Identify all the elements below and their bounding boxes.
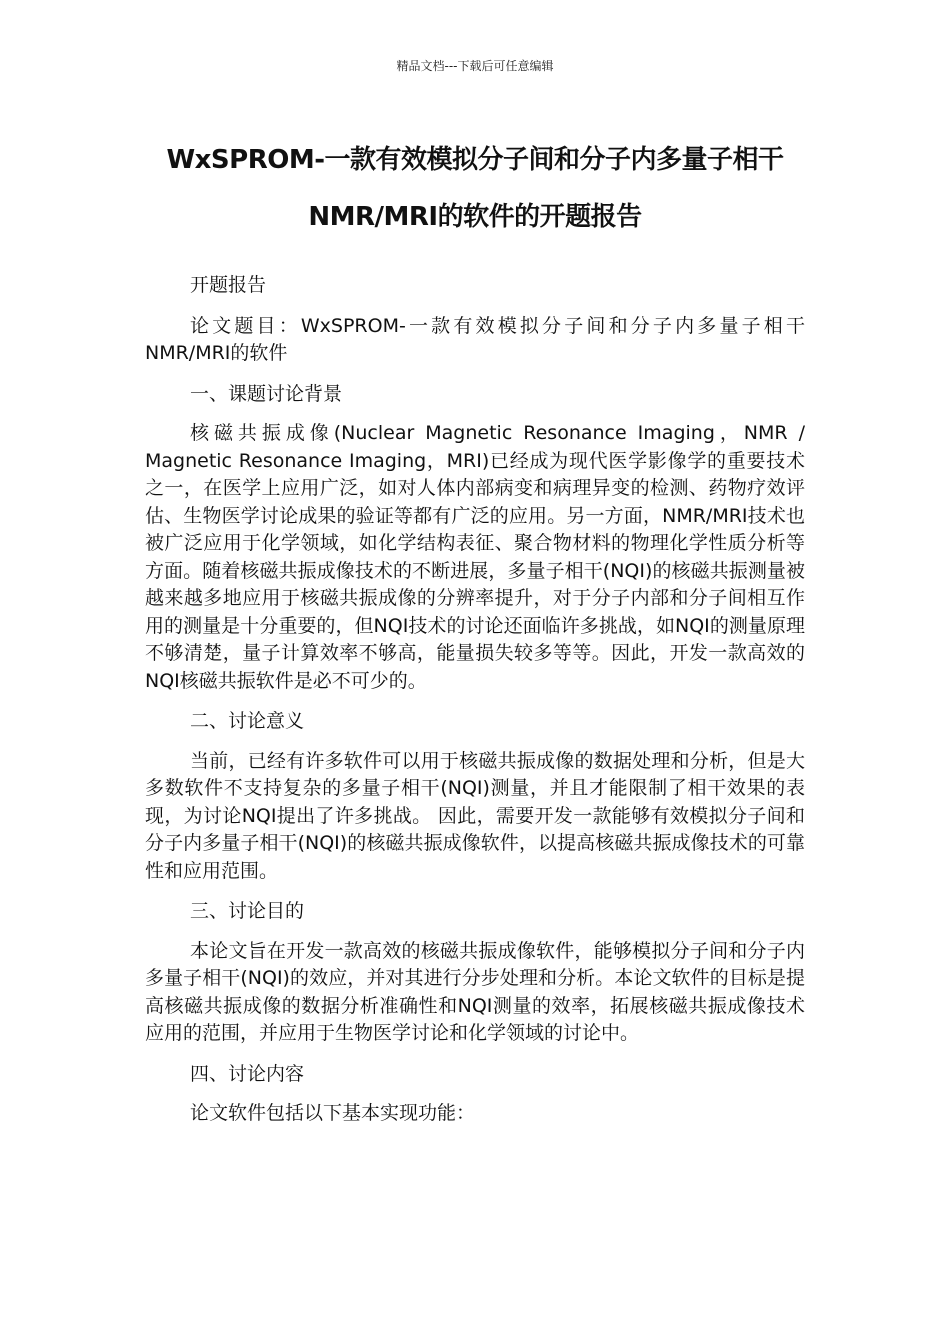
document-title: WxSPROM-一款有效模拟分子间和分子内多量子相干NMR/MRI的软件的开题报告 bbox=[166, 145, 784, 232]
page-header-note: 精品文档---下载后可任意编辑 bbox=[396, 59, 554, 73]
section-heading-purpose: 三、讨论目的 bbox=[190, 900, 305, 922]
section-label: 开题报告 bbox=[190, 274, 267, 296]
section-heading-background: 一、课题讨论背景 bbox=[190, 382, 343, 405]
section-body-significance: 当前，已经有许多软件可以用于核磁共振成像的数据处理和分析，但是大多数软件不支持复杂的多量子相干(NQI)测量，并且才能限制了相干效果的表现，为讨论NQI提出了许多挑战。 因此，需要开发一款能够有效模拟分子间和分子内多量子相干(NQI)的核磁共振成像软件，以提高核磁共振成像技术的可靠性和应用范围。 bbox=[145, 749, 805, 882]
section-body-background: 核磁共振成像(Nuclear Magnetic Resonance Imaging，NMR / Magnetic Resonance Imaging，MRI)已经成为现代医学影像学的重要技术之一，在医学上应用广泛，如对人体内部病变和病理异变的检测、药物疗效评估、生物医学讨论成果的验证等都有广泛的应用。另一方面，NMR/MRI技术也被广泛应用于化学领域，如化学结构表征、聚合物材料的物理化学性质分析等方面。随着核磁共振成像技术的不断进展，多量子相干(NQI)的核磁共振测量被越来越多地应用于核磁共振成像的分辨率提升，对于分子内部和分子间相互作用的测量是十分重要的，但NQI技术的讨论还面临许多挑战，如NQI的测量原理不够清楚，量子计算效率不够高，能量损失较多等等。因此，开发一款高效的NQI核磁共振软件是必不可少的。 bbox=[145, 422, 805, 692]
section-body-purpose: 本论文旨在开发一款高效的核磁共振成像软件，能够模拟分子间和分子内多量子相干(NQI)的效应，并对其进行分步处理和分析。本论文软件的目标是提高核磁共振成像的数据分析准确性和NQI测量的效率，拓展核磁共振成像技术应用的范围，并应用于生物医学讨论和化学领域的讨论中。 bbox=[145, 939, 805, 1044]
document-body bbox=[145, 272, 805, 1141]
section-heading-content: 四、讨论内容 bbox=[190, 1062, 305, 1085]
section-body-content: 论文软件包括以下基本实现功能： bbox=[190, 1102, 476, 1124]
section-heading-significance: 二、讨论意义 bbox=[190, 710, 305, 732]
thesis-title: 论文题目：WxSPROM-一款有效模拟分子间和分子内多量子相干NMR/MRI的软件 bbox=[145, 314, 805, 364]
